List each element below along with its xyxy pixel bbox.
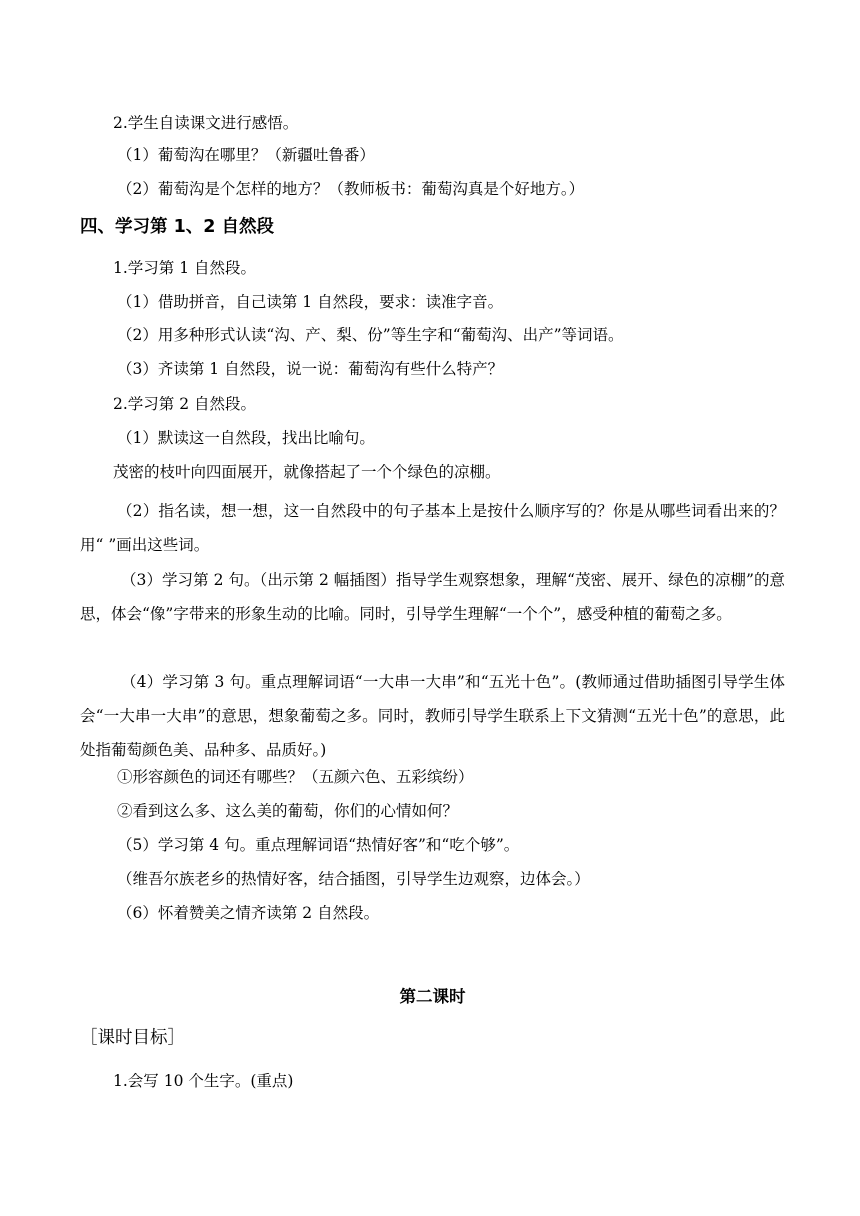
paragraph: （2）指名读，想一想，这一自然段中的句子基本上是按什么顺序写的？你是从哪些词看出来的？用“ ”画出这些词。	[80, 502, 785, 554]
paragraph: （2）用多种形式认读“沟、产、梨、份”等生字和“葡萄沟、出产”等词语。	[117, 326, 624, 344]
paragraph: 2.学习第 2 自然段。	[113, 395, 257, 413]
paragraph: （2）葡萄沟是个怎样的地方？（教师板书：葡萄沟真是个好地方。）	[117, 180, 585, 198]
section-label: ［课时目标］	[80, 1028, 185, 1048]
paragraph: （1）借助拼音，自己读第 1 自然段，要求：读准字音。	[117, 293, 504, 311]
section-heading: 四、学习第 1、2 自然段	[80, 217, 275, 237]
paragraph: 1.学习第 1 自然段。	[113, 259, 257, 277]
paragraph: （3）齐读第 1 自然段，说一说：葡萄沟有些什么特产？	[117, 360, 504, 378]
paragraph: （3）学习第 2 句。（出示第 2 幅插图）指导学生观察想象，理解“茂密、展开、绿色的凉棚”的意思，体会“像”字带来的形象生动的比喻。同时，引导学生理解“一个个”，感受种植的葡萄之多。	[80, 571, 785, 623]
paragraph: ②看到这么多、这么美的葡萄，你们的心情如何？	[117, 802, 459, 820]
paragraph: 茂密的枝叶向四面展开，就像搭起了一个个绿色的凉棚。	[113, 463, 501, 481]
paragraph: （1）默读这一自然段，找出比喻句。	[117, 429, 375, 447]
paragraph: （1）葡萄沟在哪里？（新疆吐鲁番）	[117, 146, 375, 164]
paragraph: ①形容颜色的词还有哪些？（五颜六色、五彩缤纷）	[117, 768, 474, 786]
paragraph: （4）学习第 3 句。重点理解词语“一大串一大串”和“五光十色”。(教师通过借助插图引导学生体会“一大串一大串”的意思，想象葡萄之多。同时，教师引导学生联系上下文猜测“五光十色”的意思，此处指葡萄颜色美、品种多、品质好。)	[80, 673, 785, 759]
paragraph: （维吾尔族老乡的热情好客，结合插图，引导学生边观察，边体会。）	[117, 870, 590, 888]
paragraph: 1.会写 10 个生字。(重点)	[113, 1072, 294, 1090]
paragraph: （6）怀着赞美之情齐读第 2 自然段。	[117, 904, 380, 922]
paragraph: （5）学习第 4 句。重点理解词语“热情好客”和“吃个够”。	[117, 836, 520, 854]
paragraph: 2.学生自读课文进行感悟。	[113, 114, 299, 132]
lesson-title: 第二课时	[399, 987, 466, 1006]
